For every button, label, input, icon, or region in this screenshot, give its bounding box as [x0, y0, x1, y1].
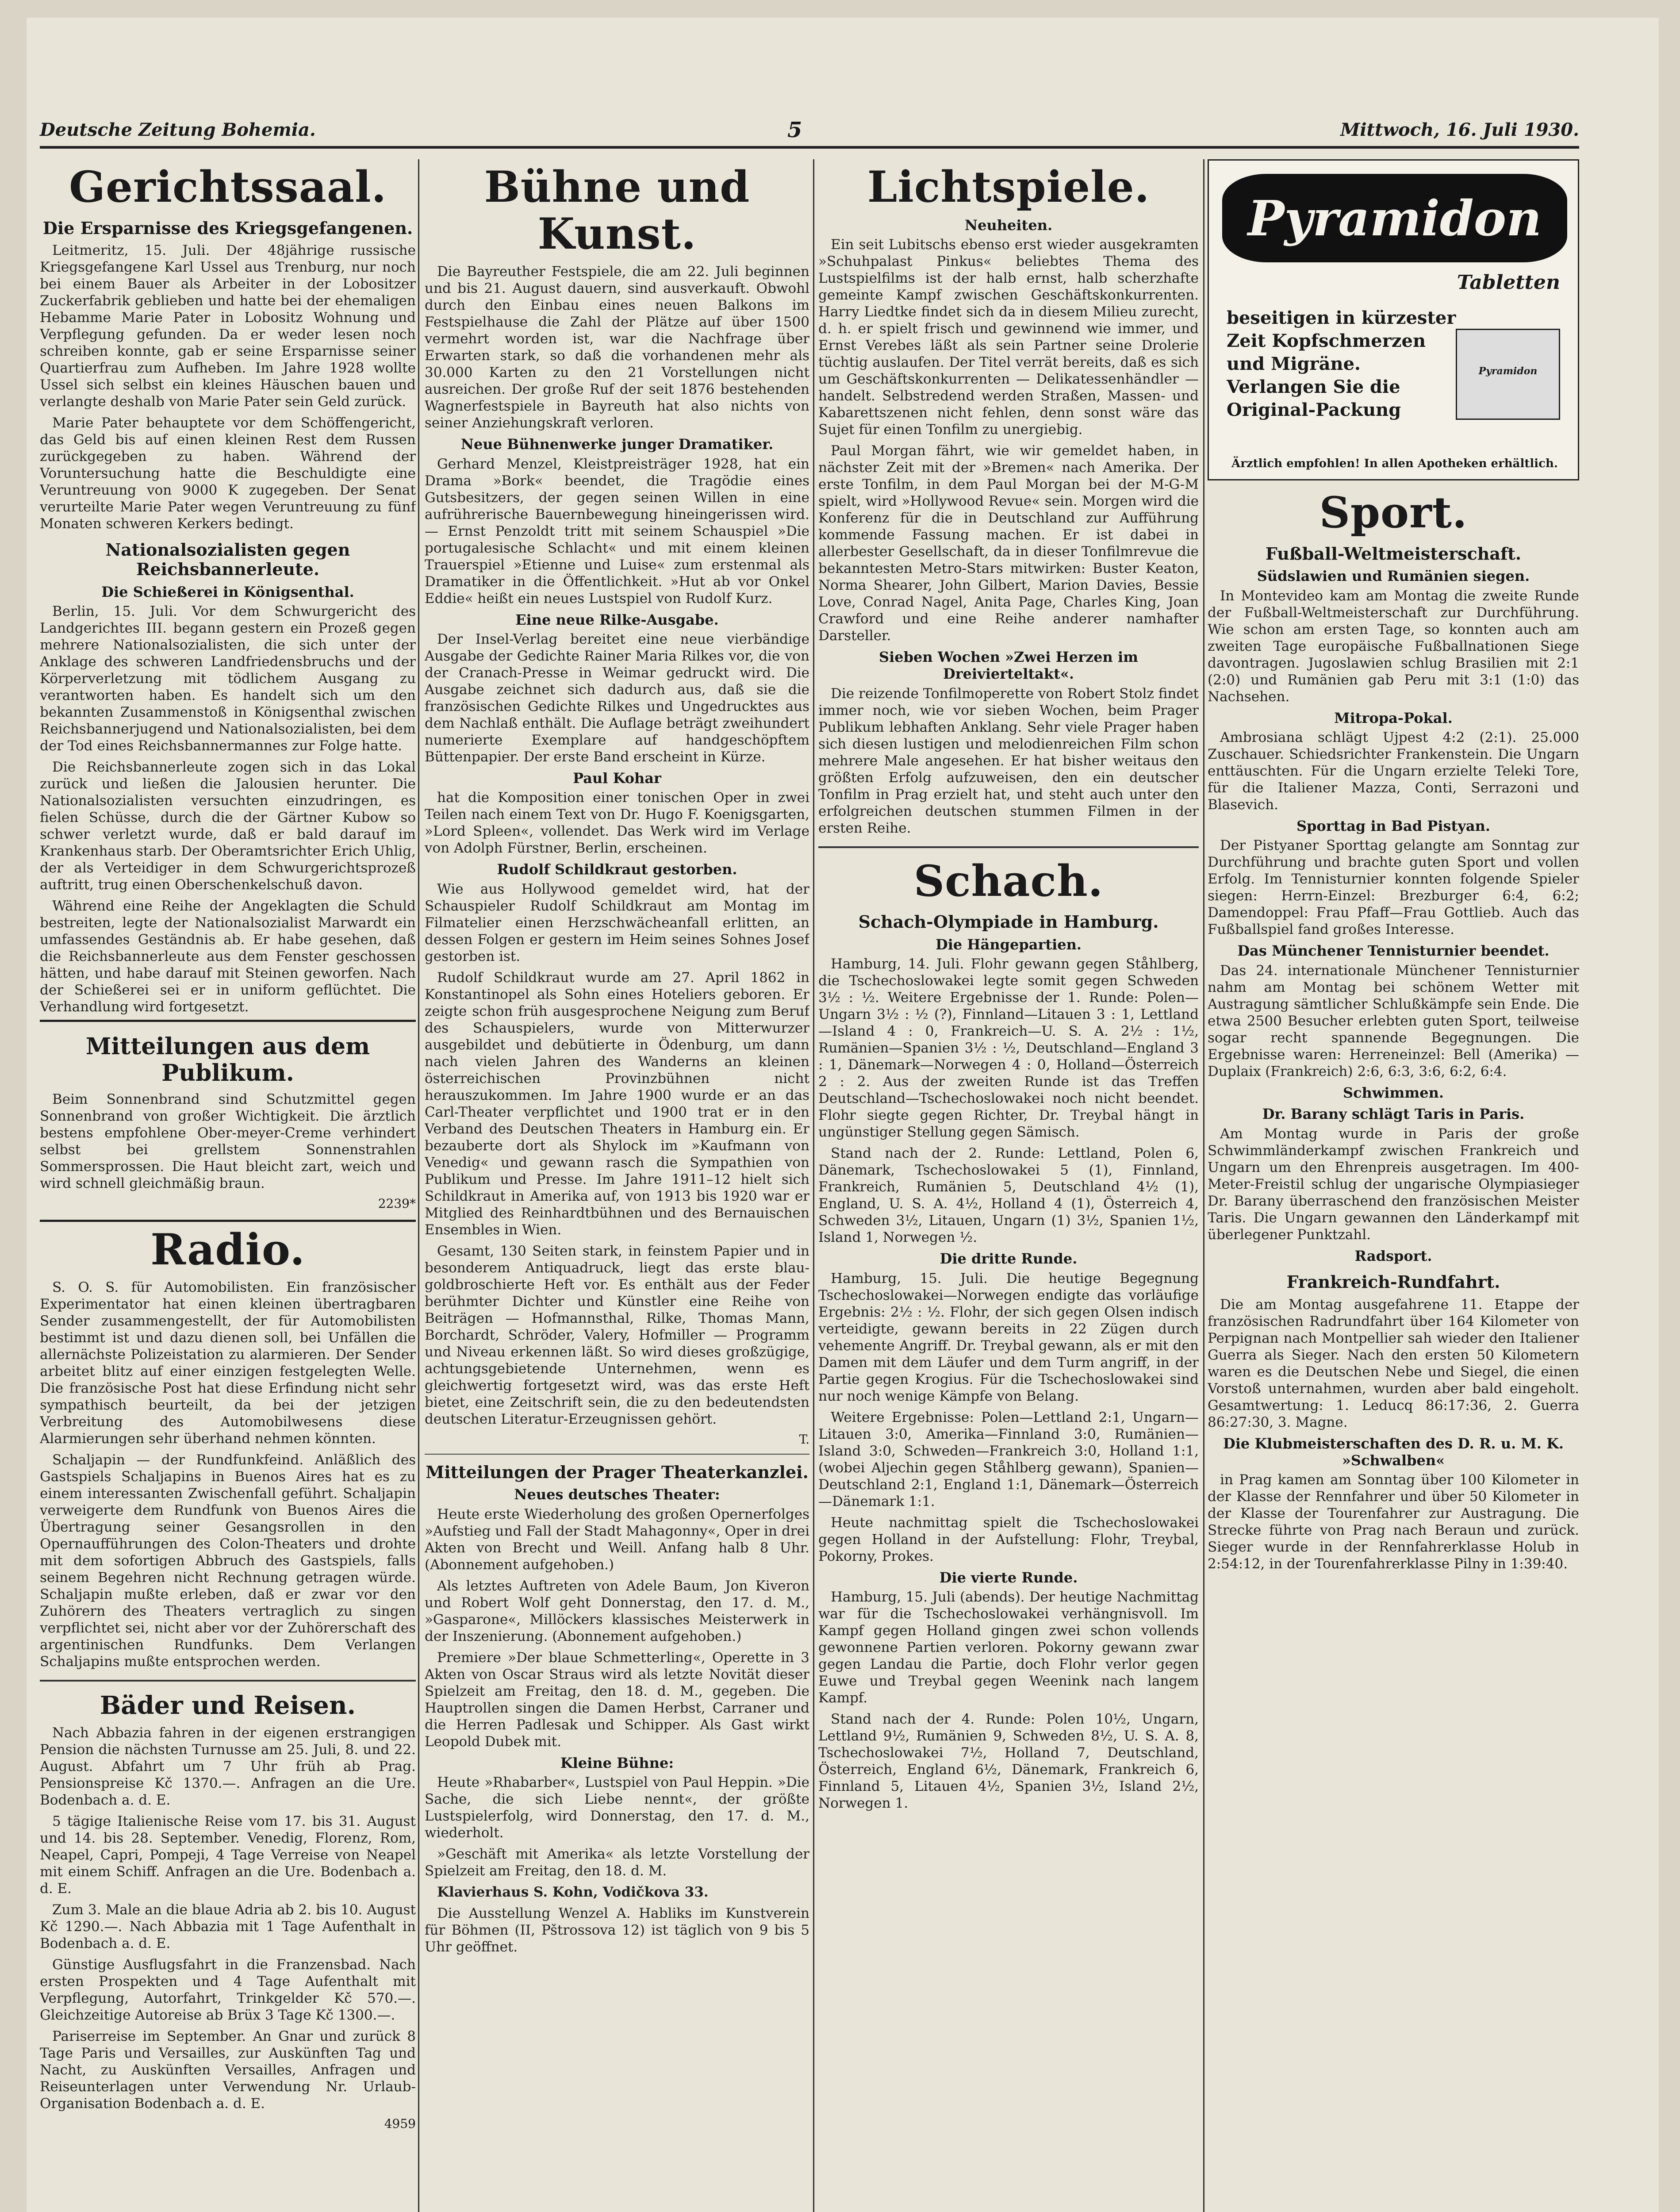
- section-title-baeder: Bäder und Reisen.: [100, 1691, 356, 1720]
- article-paragraph: Schaljapin — der Rundfunkfeind. Anläßlich des Gastspiels Schaljapins in Buenos Aires hat es zu einem interessanten Zwischenfall geführt. Schaljapin verweigerte dem Rundfunk von Buenos Aires die Übertragung seiner Gesangsrollen in den Opernaufführungen des Colon-Theaters und drohte mit dem sofortigen Abbruch des Gastspiels, falls seinem Begehren nicht Rechnung getragen würde. Schaljapin mußte erleben, daß er zwar vor den Zuhörern des Theaters vertraglich zu singen verpflichtet sei, nicht aber vor der Zuhörerschaft des argentinischen Rundfunks. Dem Verlangen Schaljapins mußte entsprochen werden.: [40, 1452, 416, 1670]
- issue-date: Mittwoch, 16. Juli 1930.: [1340, 119, 1579, 140]
- article-subheadline: Die vierte Runde.: [939, 1569, 1078, 1586]
- column-divider: [418, 159, 419, 2212]
- article-paragraph: Stand nach der 4. Runde: Polen 10½, Ungarn, Lettland 9½, Rumänien 9, Schweden 8½, U. S. A. 8, Tschechoslowakei 7½, Holland 7, Deutschland, Österreich, England 6½, Dänemark, Frankreich 6, Finnland 5, Litauen 4½, Spanien 3½, Island 2½, Norwegen 1.: [818, 1711, 1199, 1812]
- article-paragraph: Hamburg, 14. Juli. Flohr gewann gegen Ståhlberg, die Tschechoslowakei legte somit gegen Schweden 3½ : ½. Weitere Ergebnisse der 1. Runde: Polen—Ungarn 3½ : ½ (?), Finnland—Litauen 3 : 1, Lettland—Island 4 : 0, Frankreich—U. S. A. 2½ : 1½, Rumänien—Spanien 3½ : ½, Deutschland—England 3 : 1, Dänemark—Norwegen 4 : 0, Holland—Österreich 2 : 2. Aus der zweiten Runde ist das Treffen Deutschland—Tschechoslowakei noch nicht beendet. Flohr siegte gegen Richter, Dr. Treybal hängt in ungünstiger Stellung gegen Sämisch.: [818, 956, 1199, 1141]
- section-title-lichtspiele: Lichtspiele.: [867, 162, 1150, 212]
- mitteilungen-box: [40, 1020, 416, 1222]
- article-paragraph: Der Insel-Verlag bereitet eine neue vierbändige Ausgabe der Gedichte Rainer Maria Rilkes vor, die von der Cranach-Presse in Weimar gedruckt wird. Die Ausgabe zeichnet sich dadurch aus, daß sie die französischen Gedichte Rilkes und Ungedrucktes aus dem Nachlaß enthält. Die Auflage beträgt zweihundert numerierte Exemplare auf handgeschöpftem Büttenpapier. Der erste Band erscheint in Kürze.: [425, 631, 809, 765]
- article-headline: Die Ersparnisse des Kriegsgefangenen.: [42, 218, 413, 238]
- column-1: [40, 159, 416, 2212]
- article-paragraph: Hamburg, 15. Juli. Die heutige Begegnung Tschechoslowakei—Norwegen endigte das vorläufige Ergebnis: 2½ : ½. Flohr, der sich gegen Olsen indisch verteidigte, gewann bereits in 22 Zügen durch vehemente Angriff. Dr. Treybal gewann, als er mit den Damen mit dem Läufer und dem Turm angriff, in der Partie gegen Krogius. Für die Tschechoslowakei sind nur noch wenige Kämpfe von Belang.: [818, 1270, 1199, 1404]
- article-subheadline: Neue Bühnenwerke junger Dramatiker.: [460, 436, 774, 453]
- ad-code: 2239*: [378, 1196, 416, 1211]
- article-paragraph: S. O. S. für Automobilisten. Ein französischer Experimentator hat einen kleinen übertragbaren Sender zusammengestellt, der für Automobilisten bestimmt ist und dazu dienen soll, bei Unfällen die allernächste Polizeistation zu alarmieren. Der Sender arbeitet blitz auf einer einzigen festgelegten Welle. Die französische Post hat diese Erfindung nicht sehr sympathisch beurteilt, da bei der jetzigen Verbreitung des Automobilwesens diese Alarmierungen sehr überhand nehmen könnten.: [40, 1279, 416, 1447]
- article-subheadline: Sieben Wochen »Zwei Herzen im Dreivierteltakt«.: [879, 648, 1138, 683]
- article-subheadline: Neuheiten.: [964, 216, 1053, 234]
- article-paragraph: Günstige Ausflugsfahrt in die Franzensbad. Nach ersten Prospekten und 4 Tage Aufenthalt mit Verpflegung, Autorfahrt, Trinkgelder Kč 570.—. Gleichzeitige Autoreise ab Brüx 3 Tage Kč 1300.—.: [40, 1956, 416, 2023]
- page-header: [40, 119, 1579, 149]
- article-subheadline: Die Hängepartien.: [935, 936, 1082, 953]
- article-subheadline: Südslawien und Rumänien siegen.: [1257, 568, 1530, 585]
- theater-title: Mitteilungen der Prager Theaterkanzlei.: [426, 1462, 809, 1482]
- author-signature: T.: [799, 1432, 809, 1447]
- article-paragraph: Ein seit Lubitschs ebenso erst wieder ausgekramten »Schuhpalast Pinkus« beliebtes Thema des Lustspielfilms ist der halb ernst, halb scherzhafte gemeinte Kampf zwischen Geschäftskonkurrenten. Harry Liedtke findet sich da in diesem Milieu zurecht, d. h. er spielt frisch und gewinnend wie immer, und Ernst Verebes läßt als sein Partner seine Drolerie tüchtig auslaufen. Der Titel verrät bereits, daß es sich um Geschäftskonkurrenten — Delikatessenhändler — handelt. Selbstredend werden Straßen, Massen- und Kabarettszenen nicht fehlen, denn sonst wäre das Sujet für einen Tonfilm zu unergiebig.: [818, 236, 1199, 438]
- article-subheadline: Dr. Barany schlägt Taris in Paris.: [1262, 1106, 1525, 1123]
- article-subheadline: Das Münchener Tennisturnier beendet.: [1237, 942, 1550, 960]
- article-paragraph: Der Pistyaner Sporttag gelangte am Sonntag zur Durchführung und brachte guten Sport und vollen Erfolg. Im Tennisturnier konnten folgende Spieler siegen: Herrn-Einzel: Brezburger 6:4, 6:2; Damendoppel: Frau Pfaff—Frau Gottlieb. Auch das Fußballspiel fand großes Interesse.: [1208, 837, 1579, 938]
- newspaper-page: [27, 18, 1659, 2212]
- section-title-gerichtssaal: Gerichtssaal.: [69, 162, 387, 212]
- article-headline: Fußball-Weltmeisterschaft.: [1265, 543, 1522, 564]
- section-title-buehne: Bühne und Kunst.: [484, 162, 750, 259]
- ad-body-text: beseitigen in kürzester Zeit Kopfschmerzen und Migräne. Verlangen Sie die Original-Packung: [1227, 307, 1456, 420]
- article-paragraph: Heute nachmittag spielt die Tschechoslowakei gegen Holland in der Aufstellung: Flohr, Treybal, Pokorny, Prokes.: [818, 1514, 1199, 1564]
- newspaper-name: Deutsche Zeitung Bohemia.: [40, 119, 316, 140]
- column-3: [818, 159, 1199, 2212]
- section-divider: [425, 1454, 809, 1455]
- article-paragraph: Als letztes Auftreten von Adele Baum, Jon Kiveron und Robert Wolf geht Donnerstag, den 17. d. M., »Gasparone«, Millöckers klassisches Meisterwerk in der Inszenierung. (Abonnement aufgehoben.): [425, 1578, 809, 1644]
- article-paragraph: »Geschäft mit Amerika« als letzte Vorstellung der Spielzeit am Freitag, den 18. d. M.: [425, 1846, 809, 1879]
- article-subheadline: Schwimmen.: [1342, 1084, 1444, 1101]
- article-headline: Nationalsozialisten gegen Reichsbannerleute.: [105, 540, 350, 579]
- section-title-schach: Schach.: [913, 856, 1104, 906]
- article-paragraph: Nach Abbazia fahren in der eigenen erstrangigen Pension die nächsten Turnusse am 25. Juli, 8. und 22. August. Abfahrt um 7 Uhr früh ab Prag. Pensionspreise Kč 1370.—. Anfragen an die Ure. Bodenbach a. d. E.: [40, 1724, 416, 1808]
- section-divider: [40, 1680, 416, 1682]
- article-subheadline: Die Schießerei in Königsenthal.: [101, 583, 354, 600]
- article-paragraph: Pariserreise im September. An Gnar und zurück 8 Tage Paris und Versailles, zur Auskünften Tag und Nacht, zu Auskünften Versailles, Anfragen und Reiseunterlagen unter Verwendung Nr. Urlaub-Organisation Bodenbach a. d. E.: [40, 2028, 416, 2112]
- medicine-box-illustration: [1456, 329, 1560, 420]
- pyramidon-advertisement: [1208, 159, 1579, 480]
- article-subheadline: Die Klubmeisterschaften des D. R. u. M. K. »Schwalben«: [1223, 1435, 1564, 1469]
- article-paragraph: Rudolf Schildkraut wurde am 27. April 1862 in Konstantinopel als Sohn eines Hoteliers geboren. Er zeigte schon früh ausgesprochene Neigung zum Beruf des Schauspielers, wurde von Mitterwurzer ausgebildet und debütierte in Ödenburg, um dann nach vielen Jahren des Wanderns an kleinen österreichischen Provinzbühnen nicht herauszukommen. Im Jahre 1900 wurde er an das Carl-Theater verpflichtet und 1900 trat er in den Verband des Deutschen Theaters in Hamburg ein. Er bezauberte dort als Shylock im »Kaufmann von Venedig« und gewann rasch die Sympathien von Publikum und Presse. Im Jahre 1911–12 hielt sich Schildkraut in Amerika auf, von 1913 bis 1920 war er Mitglied des Reinhardtbühnen und des Bernauischen Ensembles in Wien.: [425, 969, 809, 1238]
- column-divider: [813, 159, 814, 2212]
- article-headline: Frankreich-Rundfahrt.: [1286, 1272, 1500, 1292]
- section-title-radio: Radio.: [150, 1224, 305, 1275]
- article-paragraph: Beim Sonnenbrand sind Schutzmittel gegen Sonnenbrand von großer Wichtigkeit. Die ärztlich bestens empfohlene Ober-meyer-Creme verhindert selbst bei grellstem Sonnenstrahlen Sommersprossen. Die Haut bleicht zart, weich und wird schnell gleichmäßig braun.: [40, 1091, 416, 1191]
- article-paragraph: Berlin, 15. Juli. Vor dem Schwurgericht des Landgerichtes III. begann gestern ein Prozeß gegen mehrere Nationalsozialisten, die sich unter der Anklage des schweren Landfriedensbruchs und der Körperverletzung mit tödlichem Ausgang zu verantworten haben. Es handelt sich um den bekannten Zusammenstoß in Königsenthal zwischen Reichsbannerjugend und Nationalsozialisten, bei dem der Tod eines Reichsbannermannes zur Folge hatte.: [40, 603, 416, 754]
- article-subheadline: Die dritte Runde.: [940, 1250, 1078, 1267]
- column-4: [1208, 159, 1579, 2212]
- article-paragraph: Premiere »Der blaue Schmetterling«, Operette in 3 Akten von Oscar Straus wird als letzte Novität dieser Spielzeit am Freitag, den 18. d. M., gegeben. Die Hauptrollen singen die Damen Herbst, Carraner und die Herren Padlesak und Schipper. Als Gast wirkt Leopold Dubek mit.: [425, 1649, 809, 1750]
- article-paragraph: Marie Pater behauptete vor dem Schöffengericht, das Geld bis auf einen kleinen Rest dem Russen zurückgegeben zu haben. Während der Voruntersuchung hatte die Beschuldigte eine Veruntreuung von 9000 K zugegeben. Der Senat verurteilte Marie Pater wegen Veruntreuung zu fünf Monaten schweren Kerkers bedingt.: [40, 415, 416, 532]
- theater-subheadline: Neues deutsches Theater:: [514, 1486, 720, 1503]
- column-2: [425, 159, 809, 2212]
- ad-brand-banner: [1222, 174, 1567, 262]
- article-paragraph: Die reizende Tonfilmoperette von Robert Stolz findet immer noch, wie vor sieben Wochen, beim Prager Publikum lebhaften Anklang. Sehr viele Prager haben sich diesen lustigen und melodienreichen Film schon mehrere Male angesehen. Er hat bisher weitaus den größten Erfolg aufzuweisen, den ein deutscher Tonfilm in Prag erzielt hat, und steht auch unter den erfolgreichen deutschen stummen Filmen in der ersten Reihe.: [818, 685, 1199, 836]
- article-paragraph: Die Reichsbannerleute zogen sich in das Lokal zurück und ließen die Jalousien herunter. Die Nationalsozialisten versuchten einzudringen, es fielen Schüsse, durch die der Gärtner Kubow so schwer verletzt wurde, daß er bald darauf im Krankenhaus starb. Der Oberamtsrichter Erich Uhlig, der als Verteidiger in dem Schwurgerichtsprozeß auftritt, trug einen Oberschenkelschuß davon.: [40, 759, 416, 893]
- article-headline: Schach-Olympiade in Hamburg.: [858, 912, 1159, 932]
- article-subheadline: Radsport.: [1354, 1247, 1432, 1264]
- article-paragraph: Heute »Rhabarber«, Lustspiel von Paul Heppin. »Die Sache, die sich Liebe nennt«, der größte Lustspielerfolg, wird Donnerstag, den 17. d. M., wiederholt.: [425, 1774, 809, 1841]
- article-paragraph: Zum 3. Male an die blaue Adria ab 2. bis 10. August Kč 1290.—. Nach Abbazia mit 1 Tage Aufenthalt in Bodenbach a. d. E.: [40, 1901, 416, 1951]
- article-paragraph: Während eine Reihe der Angeklagten die Schuld bestreiten, legte der Nationalsozialist Marwardt ein umfassendes Geständnis ab. Er habe gesehen, daß die Reichsbannerleute aus dem Fenster geschossen hätten, und habe darauf mit Steinen geworfen. Nach der Schießerei sei er in uniform geflüchtet. Die Verhandlung wird fortgesetzt.: [40, 898, 416, 1015]
- article-paragraph: Hamburg, 15. Juli (abends). Der heutige Nachmittag war für die Tschechoslowakei verhängnisvoll. Im Kampf gegen Holland gingen zwei schon vollends gewonnene Partien verloren. Pokorny gewann zwar gegen Landau die Partie, doch Flohr verlor gegen Euwe und Treybal gegen Weenink nach langem Kampf.: [818, 1589, 1199, 1706]
- article-paragraph: Die Bayreuther Festspiele, die am 22. Juli beginnen und bis 21. August dauern, sind ausverkauft. Obwohl durch den Einbau eines neuen Balkons im Festspielhause die Zahl der Plätze auf über 1500 vermehrt worden ist, war die Nachfrage über Erwarten stark, so daß die vorhandenen mehr als 30.000 Karten zu den 21 Vorstellungen nicht ausreichen. Der große Ruf der seit 1876 bestehenden Wagnerfestspiele in Bayreuth hat also nichts von seiner Anziehungskraft verloren.: [425, 264, 809, 431]
- article-paragraph: Wie aus Hollywood gemeldet wird, hat der Schauspieler Rudolf Schildkraut am Montag im Filmatelier einen Herzschwächeanfall erlitten, an dessen Folgen er gestern im Heim seines Sohnes Josef gestorben ist.: [425, 881, 809, 964]
- article-paragraph: Stand nach der 2. Runde: Lettland, Polen 6, Dänemark, Tschechoslowakei 5 (1), Finnland, Frankreich, Rumänien 5, Deutschland 4½ (1), England, U. S. A. 4½, Holland 4 (1), Österreich 4, Schweden 3½, Litauen, Ungarn (1) 3½, Spanien 1½, Island 1, Norwegen ½.: [818, 1145, 1199, 1246]
- article-paragraph: Das 24. internationale Münchener Tennisturnier nahm am Montag bei schönem Wetter mit Austragung sämtlicher Schlußkämpfe sein Ende. Die etwa 2500 Besucher erlebten guten Sport, teilweise sogar recht spannende Begegnungen. Die Ergebnisse waren: Herreneinzel: Bell (Amerika) — Duplaix (Frankreich) 2:6, 6:3, 3:6, 6:2, 6:4.: [1208, 962, 1579, 1079]
- section-divider: [818, 846, 1199, 848]
- article-paragraph: in Prag kamen am Sonntag über 100 Kilometer in der Klasse der Rennfahrer und über 50 Kilometer in der Klasse der Tourenfahrer zur Austragung. Die Strecke führte von Prag nach Beraun und zurück. Sieger wurde in der Rennfahrerklasse Holub in 2:54:12, in der Tourenfahrerklasse Pilny in 1:39:40.: [1208, 1472, 1579, 1572]
- article-paragraph: Klavierhaus S. Kohn, Vodičkova 33.: [437, 1884, 709, 1901]
- theater-subheadline: Kleine Bühne:: [560, 1754, 674, 1771]
- article-paragraph: Die Ausstellung Wenzel A. Habliks im Kunstverein für Böhmen (II, Pštrossova 12) ist täglich von 9 bis 5 Uhr geöffnet.: [425, 1905, 809, 1955]
- article-paragraph: hat die Komposition einer tonischen Oper in zwei Teilen nach einem Text von Dr. Hugo F. Koenigsgarten, »Lord Spleen«, vollendet. Das Werk wird im Verlage von Adolph Fürstner, Berlin, erscheinen.: [425, 790, 809, 856]
- ad-footer: Ärztlich empfohlen! In allen Apotheken erhältlich.: [1231, 457, 1558, 470]
- article-paragraph: Gerhard Menzel, Kleistpreisträger 1928, hat ein Drama »Bork« beendet, die Tragödie eines Gutsbesitzers, der gegen seinen Willen in eine aufrührerische Bauernbewegung hineingerissen wird. — Ernst Penzoldt tritt mit seinem Schauspiel »Die portugalesische Schlacht« und mit einem kleinen Trauerspiel »Etienne und Luise« zum erstenmal als Dramatiker in die Öffentlichkeit. »Hut ab vor Onkel Eddie« heißt ein neues Lustspiel von Rudolf Kurz.: [425, 456, 809, 607]
- article-subheadline: Rudolf Schildkraut gestorben.: [497, 861, 737, 878]
- article-paragraph: Paul Morgan fährt, wie wir gemeldet haben, in nächster Zeit mit der »Bremen« nach Amerika. Der erste Tonfilm, in dem Paul Morgan bei der M-G-M spielt, wird »Hollywood Revue« sein. Morgen wird die Konferenz für die in Deutschland zur Aufführung kommende Fassung machen. Er ist dabei in allerbester Gesellschaft, da in dieser Tonfilmrevue die bekanntesten Metro-Stars mitwirken: Buster Keaton, Norma Shearer, John Gilbert, Marion Davies, Bessie Love, Conrad Nagel, Anita Page, Charles King, Joan Crawford und eine Reihe anderer namhafter Darsteller.: [818, 442, 1199, 644]
- ad-code: 4959: [384, 2116, 416, 2131]
- article-paragraph: Heute erste Wiederholung des großen Opernerfolges »Aufstieg und Fall der Stadt Mahagonny«, Oper in drei Akten von Brecht und Weill. Anfang halb 8 Uhr. (Abonnement aufgehoben.): [425, 1506, 809, 1573]
- article-subheadline: Paul Kohar: [573, 769, 661, 787]
- ad-subtitle: Tabletten: [1457, 271, 1560, 294]
- article-subheadline: Mitropa-Pokal.: [1334, 709, 1453, 726]
- section-title-sport: Sport.: [1319, 488, 1468, 538]
- article-paragraph: In Montevideo kam am Montag die zweite Runde der Fußball-Weltmeisterschaft zur Durchführung. Wie schon am ersten Tage, so konnten auch am zweiten Tage europäische Fußballnationen Siege davontragen. Jugoslawien schlug Brasilien mit 2:1 (2:0) und Rumänien gab Peru mit 3:1 (1:0) das Nachsehen.: [1208, 588, 1579, 705]
- ad-brand-name: Pyramidon: [1247, 190, 1542, 247]
- article-paragraph: 5 tägige Italienische Reise vom 17. bis 31. August und 14. bis 28. September. Venedig, Florenz, Rom, Neapel, Capri, Pompeji, 4 Tage Verreise von Neapel mit einem Schiff. Anfragen an die Ure. Bodenbach a. d. E.: [40, 1813, 416, 1897]
- page-number: 5: [787, 118, 802, 142]
- article-paragraph: Weitere Ergebnisse: Polen—Lettland 2:1, Ungarn—Litauen 3:0, Amerika—Finnland 3:0, Rumänien—Island 3:0, Schweden—Frankreich 3:0, Holland 1:1, (wobei Aljechin gegen Ståhlberg gewann), Spanien—Deutschland 2:1, England 1:1, Dänemark—Österreich—Dänemark 1:1.: [818, 1409, 1199, 1509]
- article-paragraph: Gesamt, 130 Seiten stark, in feinstem Papier und in besonderem Antiquadruck, liegt das erste blau-goldbroschierte Heft vor. Es enthält aus der Feder berühmter Dichter und Künstler eine Reihe von Beiträgen — Hofmannsthal, Rilke, Thomas Mann, Borchardt, Schröder, Valery, Hofmiller — Programm und Niveau erkennen läßt. So wird dieses großzügige, achtungsgebietende Unternehmen, wenn es gleichwertig fortgesetzt wird, was das erste Heft bietet, eine Zeitschrift sein, die zu den bedeutendsten deutschen Literatur-Erzeugnissen gehört.: [425, 1243, 809, 1427]
- medicine-box-label: Pyramidon: [1478, 365, 1538, 377]
- article-paragraph: Am Montag wurde in Paris der große Schwimmländerkampf zwischen Frankreich und Ungarn um den Ehrenpreis ausgetragen. Im 400-Meter-Freistil schlug der ungarische Olympiasieger Dr. Barany überraschend den französischen Meister Taris. Die Ungarn gewannen den Länderkampf mit überlegener Punktzahl.: [1208, 1125, 1579, 1243]
- article-subheadline: Sporttag in Bad Pistyan.: [1296, 818, 1491, 835]
- section-title-mitteilungen: Mitteilungen aus dem Publikum.: [85, 1033, 370, 1087]
- column-divider: [1203, 159, 1204, 2212]
- article-paragraph: Ambrosiana schlägt Ujpest 4:2 (2:1). 25.000 Zuschauer. Schiedsrichter Frankenstein. Die Ungarn enttäuschten. Für die Ungarn erzielte Teleki Tore, für die Italiener Mazza, Conti, Serrazoni und Blasevich.: [1208, 730, 1579, 813]
- article-subheadline: Eine neue Rilke-Ausgabe.: [515, 611, 719, 628]
- article-paragraph: Die am Montag ausgefahrene 11. Etappe der französischen Radrundfahrt über 164 Kilometer von Perpignan nach Montpellier sah wieder den Italiener Guerra als Sieger. Nach den ersten 50 Kilometern waren es die Deutschen Nebe und Siegel, die einen Vorstoß unternahmen, wurden aber bald eingeholt. Gesamtwertung: 1. Leducq 86:17:36, 2. Guerra 86:27:30, 3. Magne.: [1208, 1296, 1579, 1430]
- article-paragraph: Leitmeritz, 15. Juli. Der 48jährige russische Kriegsgefangene Karl Ussel aus Trenburg, nur noch bei einem Bauer als Arbeiter in der Lobositzer Zuckerfabrik geblieben und hatte bei der ehemaligen Hebamme Marie Pater in Lobositz Wohnung und Verpflegung gefunden. Da er weder lesen noch schreiben konnte, gab er seine Ersparnisse seiner Quartierfrau zum Aufheben. Im Jahre 1928 wollte Ussel sich selbst ein kleines Häuschen bauen und verlangte deshalb von Marie Pater sein Geld zurück.: [40, 242, 416, 410]
